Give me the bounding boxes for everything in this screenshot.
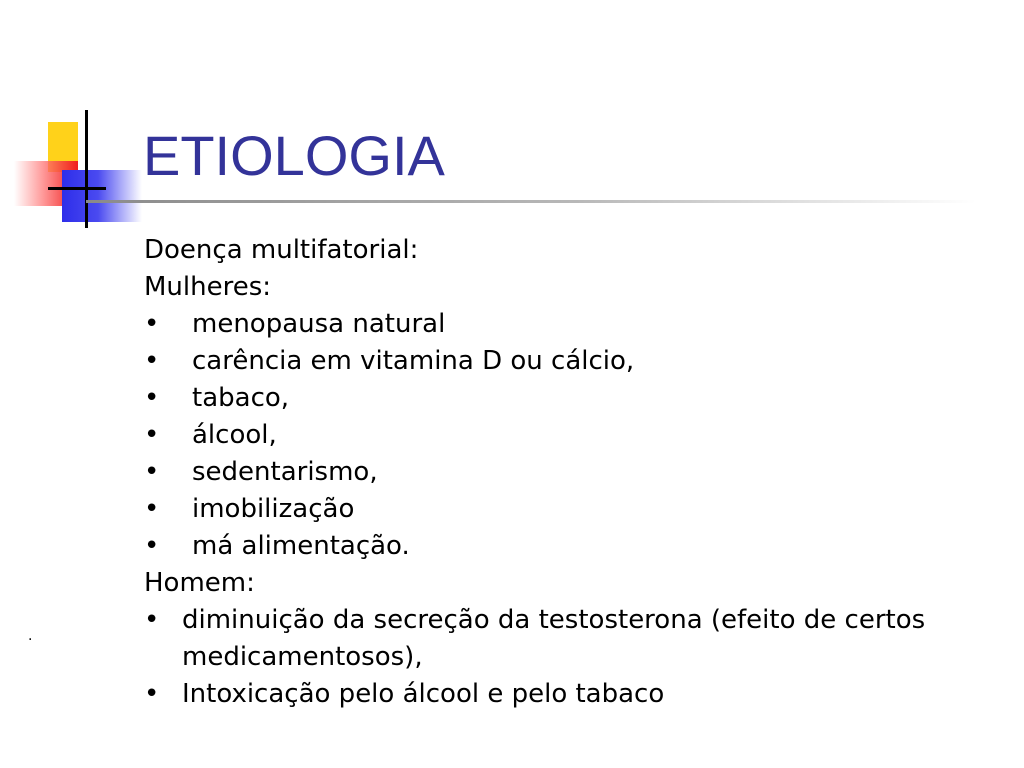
bullet-icon: • bbox=[144, 309, 160, 339]
women-factor-item bbox=[144, 380, 944, 417]
women-factor-item-text: carência em vitamina D ou cálcio, bbox=[192, 346, 635, 376]
stacked-squares-logo-icon bbox=[0, 0, 140, 240]
men-factor-item-text: Intoxicação pelo álcool e pelo tabaco bbox=[182, 679, 665, 709]
men-factor-item bbox=[144, 676, 944, 713]
blue-square bbox=[62, 170, 142, 222]
men-heading: Homem: bbox=[144, 568, 255, 598]
bullet-icon: • bbox=[144, 494, 160, 524]
women-factor-item-text: sedentarismo, bbox=[192, 457, 378, 487]
women-factor-item-text: álcool, bbox=[192, 420, 277, 450]
horizontal-crosshair-line bbox=[48, 187, 106, 190]
women-factor-item bbox=[144, 343, 944, 380]
women-factor-item bbox=[144, 491, 944, 528]
men-factors-list bbox=[144, 602, 944, 713]
women-factors-list bbox=[144, 306, 944, 565]
bullet-icon: • bbox=[144, 383, 160, 413]
women-factor-item-text: tabaco, bbox=[192, 383, 290, 413]
women-factor-item-text: má alimentação. bbox=[192, 531, 410, 561]
stray-mark: . bbox=[28, 628, 33, 644]
women-factor-item bbox=[144, 306, 944, 343]
bullet-icon: • bbox=[144, 531, 160, 561]
bullet-icon: • bbox=[144, 605, 160, 635]
women-factor-item-text: menopausa natural bbox=[192, 309, 446, 339]
women-heading: Mulheres: bbox=[144, 272, 272, 302]
slide-title: ETIOLOGIA bbox=[143, 124, 445, 187]
title-underline bbox=[86, 200, 976, 203]
men-factor-item bbox=[144, 602, 944, 676]
women-factor-item bbox=[144, 528, 944, 565]
women-factor-item-text: imobilização bbox=[192, 494, 355, 524]
men-factor-item-text: diminuição da secreção da testosterona (efeito de certos medicamentosos), bbox=[182, 605, 926, 672]
vertical-crosshair-line bbox=[85, 110, 88, 228]
women-factor-item bbox=[144, 417, 944, 454]
bullet-icon: • bbox=[144, 679, 160, 709]
women-factor-item bbox=[144, 454, 944, 491]
bullet-icon: • bbox=[144, 457, 160, 487]
slide-body bbox=[144, 232, 944, 713]
bullet-icon: • bbox=[144, 420, 160, 450]
intro-line: Doença multifatorial: bbox=[144, 235, 419, 265]
bullet-icon: • bbox=[144, 346, 160, 376]
